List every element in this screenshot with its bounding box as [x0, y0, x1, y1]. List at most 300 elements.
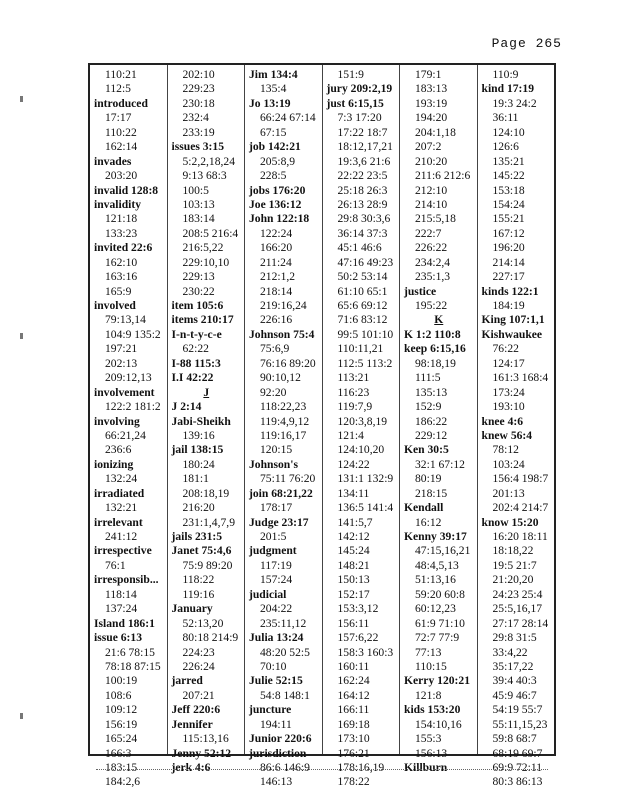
index-entry: Jabi-Sheikh [171, 414, 231, 428]
index-subentry: 36:11 [492, 111, 519, 125]
index-subentry: 111:5 [415, 371, 441, 385]
index-subentry: 79:13,14 [105, 313, 146, 327]
index-entry: irradiated [94, 486, 145, 500]
index-entry: jails 231:5 [171, 530, 223, 543]
index-subentry: 153:18 [492, 183, 525, 197]
index-entry: King 107:1,1 [481, 313, 545, 327]
index-subentry: 99:5 101:10 [337, 327, 394, 341]
index-entry: invades [94, 154, 132, 168]
index-subentry: 65:6 69:12 [337, 299, 388, 312]
index-subentry: 181:1 [182, 472, 209, 486]
index-subentry: 158:3 160:3 [337, 645, 394, 659]
index-subentry: 145:22 [492, 169, 525, 183]
index-subentry: 25:5,16,17 [492, 602, 543, 616]
index-entry: Judge 23:17 [249, 515, 309, 529]
index-subentry: 116:23 [337, 385, 370, 399]
index-entry: join 68:21,22 [249, 486, 313, 500]
index-subentry: 197:21 [105, 342, 138, 356]
index-subentry: 18:12,17,21 [337, 140, 393, 154]
index-subentry: 24:23 25:4 [492, 587, 543, 601]
index-subentry: 166:11 [337, 703, 370, 717]
margin-mark [20, 96, 23, 102]
index-subentry: 207:2 [415, 140, 442, 154]
index-entry: January [171, 602, 213, 616]
index-entry: Ken 30:5 [404, 443, 449, 457]
index-subentry: 48:20 52:5 [260, 645, 310, 659]
index-subentry: 164:12 [337, 688, 370, 702]
index-subentry: 208:5 216:4 [182, 226, 239, 240]
index-subentry: 122:2 181:2 [105, 400, 161, 414]
index-subentry: 119:7,9 [337, 400, 373, 414]
index-subentry: 21:6 78:15 [105, 645, 155, 659]
index-entry: Kerry 120:21 [404, 674, 470, 688]
index-subentry: 86:6 146:9 [260, 761, 310, 774]
index-entry: Killburn [404, 761, 448, 774]
index-subentry: 154:10,16 [415, 717, 462, 731]
index-subentry: 32:1 67:12 [415, 457, 465, 471]
index-entry: J 2:14 [171, 400, 202, 414]
index-subentry: 137:24 [105, 602, 138, 616]
index-entry: involved [94, 299, 136, 312]
index-entry: Janet 75:4,6 [171, 544, 232, 558]
index-entry: issues 3:15 [171, 140, 225, 154]
index-entry: item 105:6 [171, 299, 224, 312]
index-subentry: 132:21 [105, 501, 138, 515]
index-subentry: 156:4 198:7 [492, 472, 549, 486]
index-subentry: 230:22 [182, 284, 215, 298]
index-entry: jurisdiction [249, 746, 307, 760]
index-subentry: 153:3,12 [337, 602, 379, 616]
index-subentry: 194:11 [260, 717, 292, 731]
index-entry: Johnson 75:4 [249, 327, 315, 341]
index-subentry: 229:13 [182, 270, 215, 284]
index-subentry: 216:5,22 [182, 241, 224, 255]
index-subentry: 112:5 113:2 [337, 356, 393, 370]
index-entry: judgment [249, 544, 297, 558]
index-entry: involvement [94, 385, 155, 399]
index-column [477, 65, 555, 789]
index-subentry: 69:9 72:11 [492, 761, 542, 774]
index-entry: kind 17:19 [481, 82, 535, 96]
index-entry: jail 138:15 [171, 443, 224, 457]
index-subentry: 121:8 [415, 688, 442, 702]
index-subentry: 212:10 [415, 183, 448, 197]
index-entry: juncture [249, 703, 292, 717]
index-subentry: 120:3,8,19 [337, 414, 388, 428]
index-column [167, 65, 245, 774]
index-subentry: 119:16 [182, 587, 215, 601]
index-subentry: 142:12 [337, 530, 370, 543]
index-entry: job 142:21 [249, 140, 301, 154]
index-subentry: 22:22 23:5 [337, 169, 388, 183]
index-subentry: 135:13 [415, 385, 448, 399]
index-subentry: 77:13 [415, 645, 442, 659]
index-subentry: 178:22 [337, 775, 370, 789]
index-subentry: 179:1 [415, 68, 442, 81]
index-entry: I-n-t-y-c-e [171, 327, 222, 341]
index-subentry: 230:18 [182, 96, 215, 110]
index-subentry: 139:16 [182, 428, 215, 442]
index-subentry: 165:24 [105, 732, 138, 746]
index-entry: kinds 122:1 [481, 284, 539, 298]
index-subentry: 17:22 18:7 [337, 125, 388, 139]
index-subentry: 234:2,4 [415, 255, 451, 269]
index-subentry: 115:13,16 [182, 732, 229, 746]
index-subentry: 103:24 [492, 457, 525, 471]
index-entry: Kenny 39:17 [404, 530, 467, 543]
index-subentry: 122:24 [260, 226, 293, 240]
index-subentry: 165:9 [105, 284, 132, 298]
index-subentry: 169:18 [337, 717, 370, 731]
index-subentry: 67:15 [260, 125, 287, 139]
index-subentry: 193:10 [492, 400, 525, 414]
index-subentry: 112:5 [105, 82, 131, 96]
index-entry: Kishwaukee [481, 327, 543, 341]
index-subentry: 152:17 [337, 587, 370, 601]
index-subentry: 47:16 49:23 [337, 255, 394, 269]
index-subentry: 110:15 [415, 659, 447, 673]
index-subentry: 16:20 18:11 [492, 530, 548, 543]
index-subentry: 52:13,20 [182, 616, 224, 630]
index-subentry: 162:14 [105, 140, 138, 154]
index-subentry: 173:10 [337, 732, 370, 746]
index-subentry: 131:1 132:9 [337, 472, 394, 486]
index-subentry: 76:22 [492, 342, 519, 356]
index-subentry: 109:12 [105, 703, 138, 717]
index-subentry: 205:8,9 [260, 154, 296, 168]
index-subentry: 202:4 214:7 [492, 501, 549, 515]
index-subentry: 47:15,16,21 [415, 544, 471, 558]
index-subentry: 133:23 [105, 226, 138, 240]
index-subentry: 232:4 [182, 111, 209, 125]
index-subentry: 98:18,19 [415, 356, 456, 370]
index-subentry: 29:8 30:3,6 [337, 212, 391, 226]
index-subentry: 146:13 [260, 775, 293, 789]
index-subentry: 193:19 [415, 96, 448, 110]
index-subentry: 60:12,23 [415, 602, 456, 616]
index-subentry: 124:22 [337, 457, 370, 471]
index-entry: judicial [249, 587, 287, 601]
margin-mark [20, 713, 23, 719]
index-subentry: 218:15 [415, 486, 448, 500]
index-subentry: 195:22 [415, 299, 448, 312]
index-subentry: 154:24 [492, 197, 525, 211]
index-subentry: 118:22,23 [260, 400, 307, 414]
index-subentry: 110:9 [492, 68, 519, 81]
index-subentry: 163:16 [105, 270, 138, 284]
page-number: Page 265 [491, 36, 562, 51]
index-subentry: 16:12 [415, 515, 442, 529]
section-letter: K [434, 313, 444, 327]
index-subentry: 72:7 77:9 [415, 631, 460, 645]
index-entry: introduced [94, 96, 148, 110]
index-subentry: 161:3 168:4 [492, 371, 549, 385]
index-subentry: 224:23 [182, 645, 215, 659]
index-subentry: 150:13 [337, 573, 370, 587]
index-entry: Julie 52:15 [249, 674, 303, 688]
index-subentry: 155:3 [415, 732, 442, 746]
index-subentry: 204:22 [260, 602, 293, 616]
index-subentry: 176:21 [337, 746, 370, 760]
index-subentry: 134:11 [337, 486, 370, 500]
index-entry: know 15:20 [481, 515, 539, 529]
index-entry: irresponsib... [94, 573, 159, 587]
index-subentry: 18:18,22 [492, 544, 534, 558]
index-entry: K 1:2 110:8 [404, 327, 461, 341]
index-subentry: 135:21 [492, 154, 525, 168]
index-subentry: 226:16 [260, 313, 293, 327]
index-entry: Johnson's [249, 457, 298, 471]
index-entry: I.I 42:22 [171, 371, 214, 385]
index-subentry: 184:19 [492, 299, 525, 312]
index-subentry: 75:6,9 [260, 342, 290, 356]
index-subentry: 157:6,22 [337, 631, 379, 645]
index-subentry: 235:11,12 [260, 616, 307, 630]
index-subentry: 108:6 [105, 688, 132, 702]
index-subentry: 19:5 21:7 [492, 558, 537, 572]
index-subentry: 78:18 87:15 [105, 659, 161, 673]
index-subentry: 141:5,7 [337, 515, 373, 529]
index-column [322, 65, 400, 789]
index-subentry: 229:10,10 [182, 255, 230, 269]
index-subentry: 183:14 [182, 212, 215, 226]
index-entry: irrespective [94, 544, 152, 558]
index-subentry: 227:17 [492, 270, 525, 284]
index-subentry: 152:9 [415, 400, 442, 414]
index-subentry: 103:13 [182, 197, 215, 211]
index-subentry: 204:1,18 [415, 125, 456, 139]
index-subentry: 45:9 46:7 [492, 688, 537, 702]
index-subentry: 21:20,20 [492, 573, 534, 587]
index-entry: jobs 176:20 [249, 183, 306, 197]
index-subentry: 66:21,24 [105, 428, 146, 442]
index-subentry: 145:24 [337, 544, 370, 558]
index-subentry: 183:13 [415, 82, 448, 96]
index-subentry: 26:13 28:9 [337, 197, 388, 211]
index-subentry: 148:21 [337, 558, 370, 572]
index-subentry: 229:23 [182, 82, 215, 96]
index-entry: items 210:17 [171, 313, 234, 327]
index-subentry: 62:22 [182, 342, 209, 356]
index-subentry: 119:16,17 [260, 428, 307, 442]
index-subentry: 80:18 214:9 [182, 631, 239, 645]
index-subentry: 160:11 [337, 659, 370, 673]
index-subentry: 66:24 67:14 [260, 111, 316, 125]
index-subentry: 90:10,12 [260, 371, 301, 385]
index-subentry: 118:14 [105, 587, 137, 601]
index-subentry: 36:14 37:3 [337, 226, 388, 240]
index-subentry: 45:1 46:6 [337, 241, 382, 255]
index-entry: Jim 134:4 [249, 68, 298, 81]
index-subentry: 166:20 [260, 241, 293, 255]
index-subentry: 59:20 60:8 [415, 587, 465, 601]
index-subentry: 162:10 [105, 255, 138, 269]
index-subentry: 117:19 [260, 558, 292, 572]
index-subentry: 25:18 26:3 [337, 183, 388, 197]
index-subentry: 222:7 [415, 226, 442, 240]
bottom-rule [96, 769, 548, 770]
index-subentry: 75:11 76:20 [260, 472, 316, 486]
index-subentry: 235:1,3 [415, 270, 451, 284]
index-subentry: 228:5 [260, 169, 287, 183]
index-subentry: 124:10 [492, 125, 525, 139]
index-subentry: 201:5 [260, 530, 287, 543]
index-subentry: 136:5 141:4 [337, 501, 394, 515]
margin-mark [20, 333, 23, 339]
index-subentry: 80:19 [415, 472, 442, 486]
index-subentry: 167:12 [492, 226, 525, 240]
index-entry: Joe 136:12 [249, 197, 302, 211]
index-subentry: 113:21 [337, 371, 370, 385]
index-entry: jerk 4:6 [171, 761, 211, 774]
index-subentry: 100:5 [182, 183, 209, 197]
index-subentry: 173:24 [492, 385, 525, 399]
index-entry: jarred [171, 674, 203, 688]
index-subentry: 39:4 40:3 [492, 674, 537, 688]
index-subentry: 75:9 89:20 [182, 558, 233, 572]
index-subentry: 80:3 86:13 [492, 775, 543, 789]
index-subentry: 19:3 24:2 [492, 96, 537, 110]
index-entry: knew 56:4 [481, 428, 533, 442]
index-subentry: 120:15 [260, 443, 293, 457]
index-subentry: 241:12 [105, 530, 138, 543]
index-entry: justice [404, 284, 437, 298]
index-subentry: 118:22 [182, 573, 215, 587]
index-subentry: 214:14 [492, 255, 525, 269]
index-entry: invited 22:6 [94, 241, 153, 255]
index-subentry: 55:11,15,23 [492, 717, 548, 731]
index-subentry: 7:3 17:20 [337, 111, 382, 125]
index-entry: issue 6:13 [94, 631, 142, 645]
index-subentry: 218:14 [260, 284, 293, 298]
index-subentry: 19:3,6 21:6 [337, 154, 391, 168]
index-subentry: 51:13,16 [415, 573, 456, 587]
index-subentry: 5:2,2,18,24 [182, 154, 235, 168]
index-subentry: 211:6 212:6 [415, 169, 471, 183]
index-subentry: 166:3 [105, 746, 132, 760]
index-subentry: 226:22 [415, 241, 448, 255]
index-entry: knee 4:6 [481, 414, 524, 428]
index-subentry: 54:19 55:7 [492, 703, 543, 717]
index-subentry: 54:8 148:1 [260, 688, 310, 702]
index-subentry: 208:18,19 [182, 486, 230, 500]
index-subentry: 186:22 [415, 414, 448, 428]
index-subentry: 29:8 31:5 [492, 631, 537, 645]
index-subentry: 78:12 [492, 443, 519, 457]
index-subentry: 61:9 71:10 [415, 616, 465, 630]
index-subentry: 124:10,20 [337, 443, 385, 457]
index-subentry: 104:9 135:2 [105, 327, 161, 341]
index-subentry: 68:19 69:7 [492, 746, 543, 760]
index-subentry: 216:20 [182, 501, 215, 515]
index-subentry: 203:20 [105, 169, 138, 183]
index-entry: Jeff 220:6 [171, 703, 221, 717]
index-subentry: 59:8 68:7 [492, 732, 537, 746]
index-column [399, 65, 477, 774]
index-subentry: 110:11,21 [337, 342, 384, 356]
index-subentry: 76:16 89:20 [260, 356, 316, 370]
index-subentry: 155:21 [492, 212, 525, 226]
index-subentry: 17:17 [105, 111, 132, 125]
index-entry: invalid 128:8 [94, 183, 159, 197]
index-subentry: 196:20 [492, 241, 525, 255]
index-table [88, 63, 556, 789]
index-entry: Jennifer [171, 717, 213, 731]
index-subentry: 183:15 [105, 761, 138, 774]
index-subentry: 135:4 [260, 82, 287, 96]
index-entry: Jenny 52:12 [171, 746, 232, 760]
index-subentry: 236:6 [105, 443, 132, 457]
index-subentry: 156:19 [105, 717, 138, 731]
index-subentry: 110:21 [105, 68, 137, 81]
index-subentry: 162:24 [337, 674, 370, 688]
index-subentry: 178:17 [260, 501, 293, 515]
index-subentry: 207:21 [182, 688, 215, 702]
index-subentry: 132:24 [105, 472, 138, 486]
index-subentry: 100:19 [105, 674, 138, 688]
index-subentry: 110:22 [105, 125, 137, 139]
index-entry: just 6:15,15 [326, 96, 384, 110]
index-subentry: 9:13 68:3 [182, 169, 227, 183]
index-subentry: 202:13 [105, 356, 138, 370]
index-subentry: 121:4 [337, 428, 364, 442]
index-subentry: 231:1,4,7,9 [182, 515, 235, 529]
index-subentry: 119:4,9,12 [260, 414, 310, 428]
index-subentry: 61:10 65:1 [337, 284, 388, 298]
index-subentry: 48:4,5,13 [415, 558, 459, 572]
index-subentry: 180:24 [182, 457, 215, 471]
index-entry: kids 153:20 [404, 703, 461, 717]
index-subentry: 157:24 [260, 573, 293, 587]
index-entry: John 122:18 [249, 212, 310, 226]
index-subentry: 178:16,19 [337, 761, 385, 774]
index-subentry: 35:17,22 [492, 659, 534, 673]
index-subentry: 151:9 [337, 68, 364, 81]
index-subentry: 201:13 [492, 486, 525, 500]
index-subentry: 27:17 28:14 [492, 616, 549, 630]
index-subentry: 76:1 [105, 558, 126, 572]
index-subentry: 126:6 [492, 140, 519, 154]
index-subentry: 71:6 83:12 [337, 313, 388, 327]
index-subentry: 229:12 [415, 428, 448, 442]
index-subentry: 33:4,22 [492, 645, 528, 659]
index-entry: invalidity [94, 197, 142, 211]
index-subentry: 209:12,13 [105, 371, 152, 385]
index-entry: involving [94, 414, 140, 428]
index-column [90, 65, 167, 789]
index-subentry: 124:17 [492, 356, 525, 370]
index-entry: irrelevant [94, 515, 143, 529]
index-subentry: 233:19 [182, 125, 215, 139]
index-entry: keep 6:15,16 [404, 342, 466, 356]
index-subentry: 184:2,6 [105, 775, 141, 789]
index-subentry: 214:10 [415, 197, 448, 211]
index-subentry: 156:13 [415, 746, 448, 760]
index-subentry: 156:11 [337, 616, 370, 630]
index-subentry: 211:24 [260, 255, 292, 269]
index-subentry: 202:10 [182, 68, 215, 81]
index-subentry: 50:2 53:14 [337, 270, 388, 284]
index-subentry: 70:10 [260, 659, 287, 673]
section-letter: J [203, 385, 210, 399]
index-subentry: 210:20 [415, 154, 448, 168]
index-entry: Jo 13:19 [249, 96, 291, 110]
index-entry: Julia 13:24 [249, 631, 304, 645]
index-subentry: 121:18 [105, 212, 138, 226]
index-subentry: 226:24 [182, 659, 215, 673]
index-entry: jury 209:2,19 [326, 82, 393, 96]
index-column [244, 65, 322, 789]
